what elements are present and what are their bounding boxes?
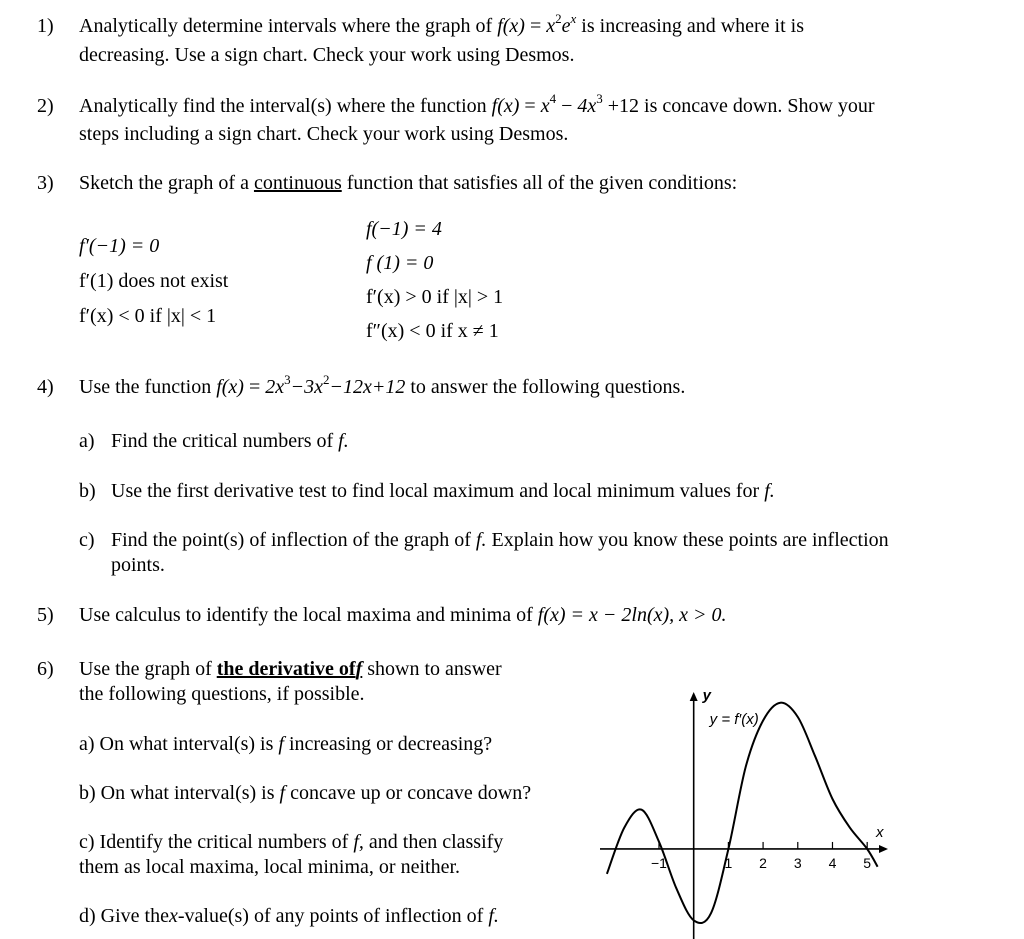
x-tick-label: 4 <box>828 854 837 871</box>
curve-label: y = f′(x) <box>709 711 759 728</box>
x-tick-label: 5 <box>863 854 872 871</box>
problem-4-part-c-line-2: points. <box>111 554 165 576</box>
problem-number: 4) <box>37 376 54 398</box>
axes <box>600 692 888 939</box>
condition-left-3: f′(x) < 0 if |x| < 1 <box>79 305 217 327</box>
problem-6-line-2: the following questions, if possible. <box>79 683 365 705</box>
derivative-graph <box>590 680 900 939</box>
condition-right-1: f(−1) = 4 <box>366 218 442 240</box>
x-tick-label: 1 <box>724 854 733 871</box>
condition-right-2: f (1) = 0 <box>366 252 434 274</box>
x-axis-arrow-icon <box>879 845 888 853</box>
part-label: b) <box>79 480 96 502</box>
problem-number: 2) <box>37 95 54 117</box>
problem-number: 6) <box>37 658 54 680</box>
problem-4-line-1: Use the function $f(x) = 2x^3-3x^2-12x+12$ to answer the following questions. <box>79 372 686 398</box>
condition-right-3: f′(x) > 0 if |x| > 1 <box>366 286 504 308</box>
y-axis-label: y <box>702 687 712 704</box>
part-label: a) <box>79 430 95 452</box>
condition-left-1: f′(−1) = 0 <box>79 235 160 257</box>
problem-6-part-b: b) On what interval(s) is f concave up or concave down? <box>79 782 532 804</box>
problem-5-line-1: Use calculus to identify the local maxima and minima of f(x) = x − 2ln(x), x > 0. <box>79 604 727 626</box>
x-tick-label: 2 <box>759 854 767 871</box>
problem-6-part-c: c) Identify the critical numbers of f, and then classify <box>79 831 504 853</box>
part-label: c) <box>79 529 95 551</box>
problem-number: 5) <box>37 604 54 626</box>
x-tick-label: −1 <box>651 854 667 871</box>
problem-6-part-a: a) On what interval(s) is f increasing or decreasing? <box>79 733 493 755</box>
condition-left-2: f′(1) does not exist <box>79 270 229 292</box>
condition-right-4: f″(x) < 0 if x ≠ 1 <box>366 320 499 342</box>
y-axis-arrow-icon <box>690 692 698 701</box>
problem-2-line-1: Analytically find the interval(s) where the function $f(x) = x^4 - 4x^3 +12$ is concave down. Show your <box>79 91 875 117</box>
problem-3-line-1: Sketch the graph of a continuous function that satisfies all of the given conditions: <box>79 172 738 194</box>
derivative-curve <box>607 703 878 923</box>
problem-4-part-c: Find the point(s) of inflection of the graph of f. Explain how you know these points are inflection <box>111 529 889 551</box>
problem-6-line-1: Use the graph of the derivative off shown to answer <box>79 658 502 680</box>
problem-6-part-d: d) Give thex-value(s) of any points of inflection of f. <box>79 905 499 927</box>
x-tick-label: 3 <box>793 854 802 871</box>
problem-2-line-2: steps including a sign chart. Check your work using Desmos. <box>79 123 569 145</box>
x-ticks <box>651 842 871 871</box>
problem-4-part-a: Find the critical numbers of f. <box>111 430 349 452</box>
x-axis-label: x <box>876 823 884 841</box>
problem-number: 3) <box>37 172 54 194</box>
problem-1-line-1: Analytically determine intervals where the graph of $f(x) = x^2e^x$ is increasing and where it is <box>79 11 805 37</box>
problem-1-line-2: decreasing. Use a sign chart. Check your work using Desmos. <box>79 44 575 66</box>
problem-6-part-c-line-2: them as local maxima, local minima, or neither. <box>79 856 460 878</box>
problem-4-part-b: Use the first derivative test to find local maximum and local minimum values for f. <box>111 480 775 502</box>
problem-number: 1) <box>37 15 54 37</box>
